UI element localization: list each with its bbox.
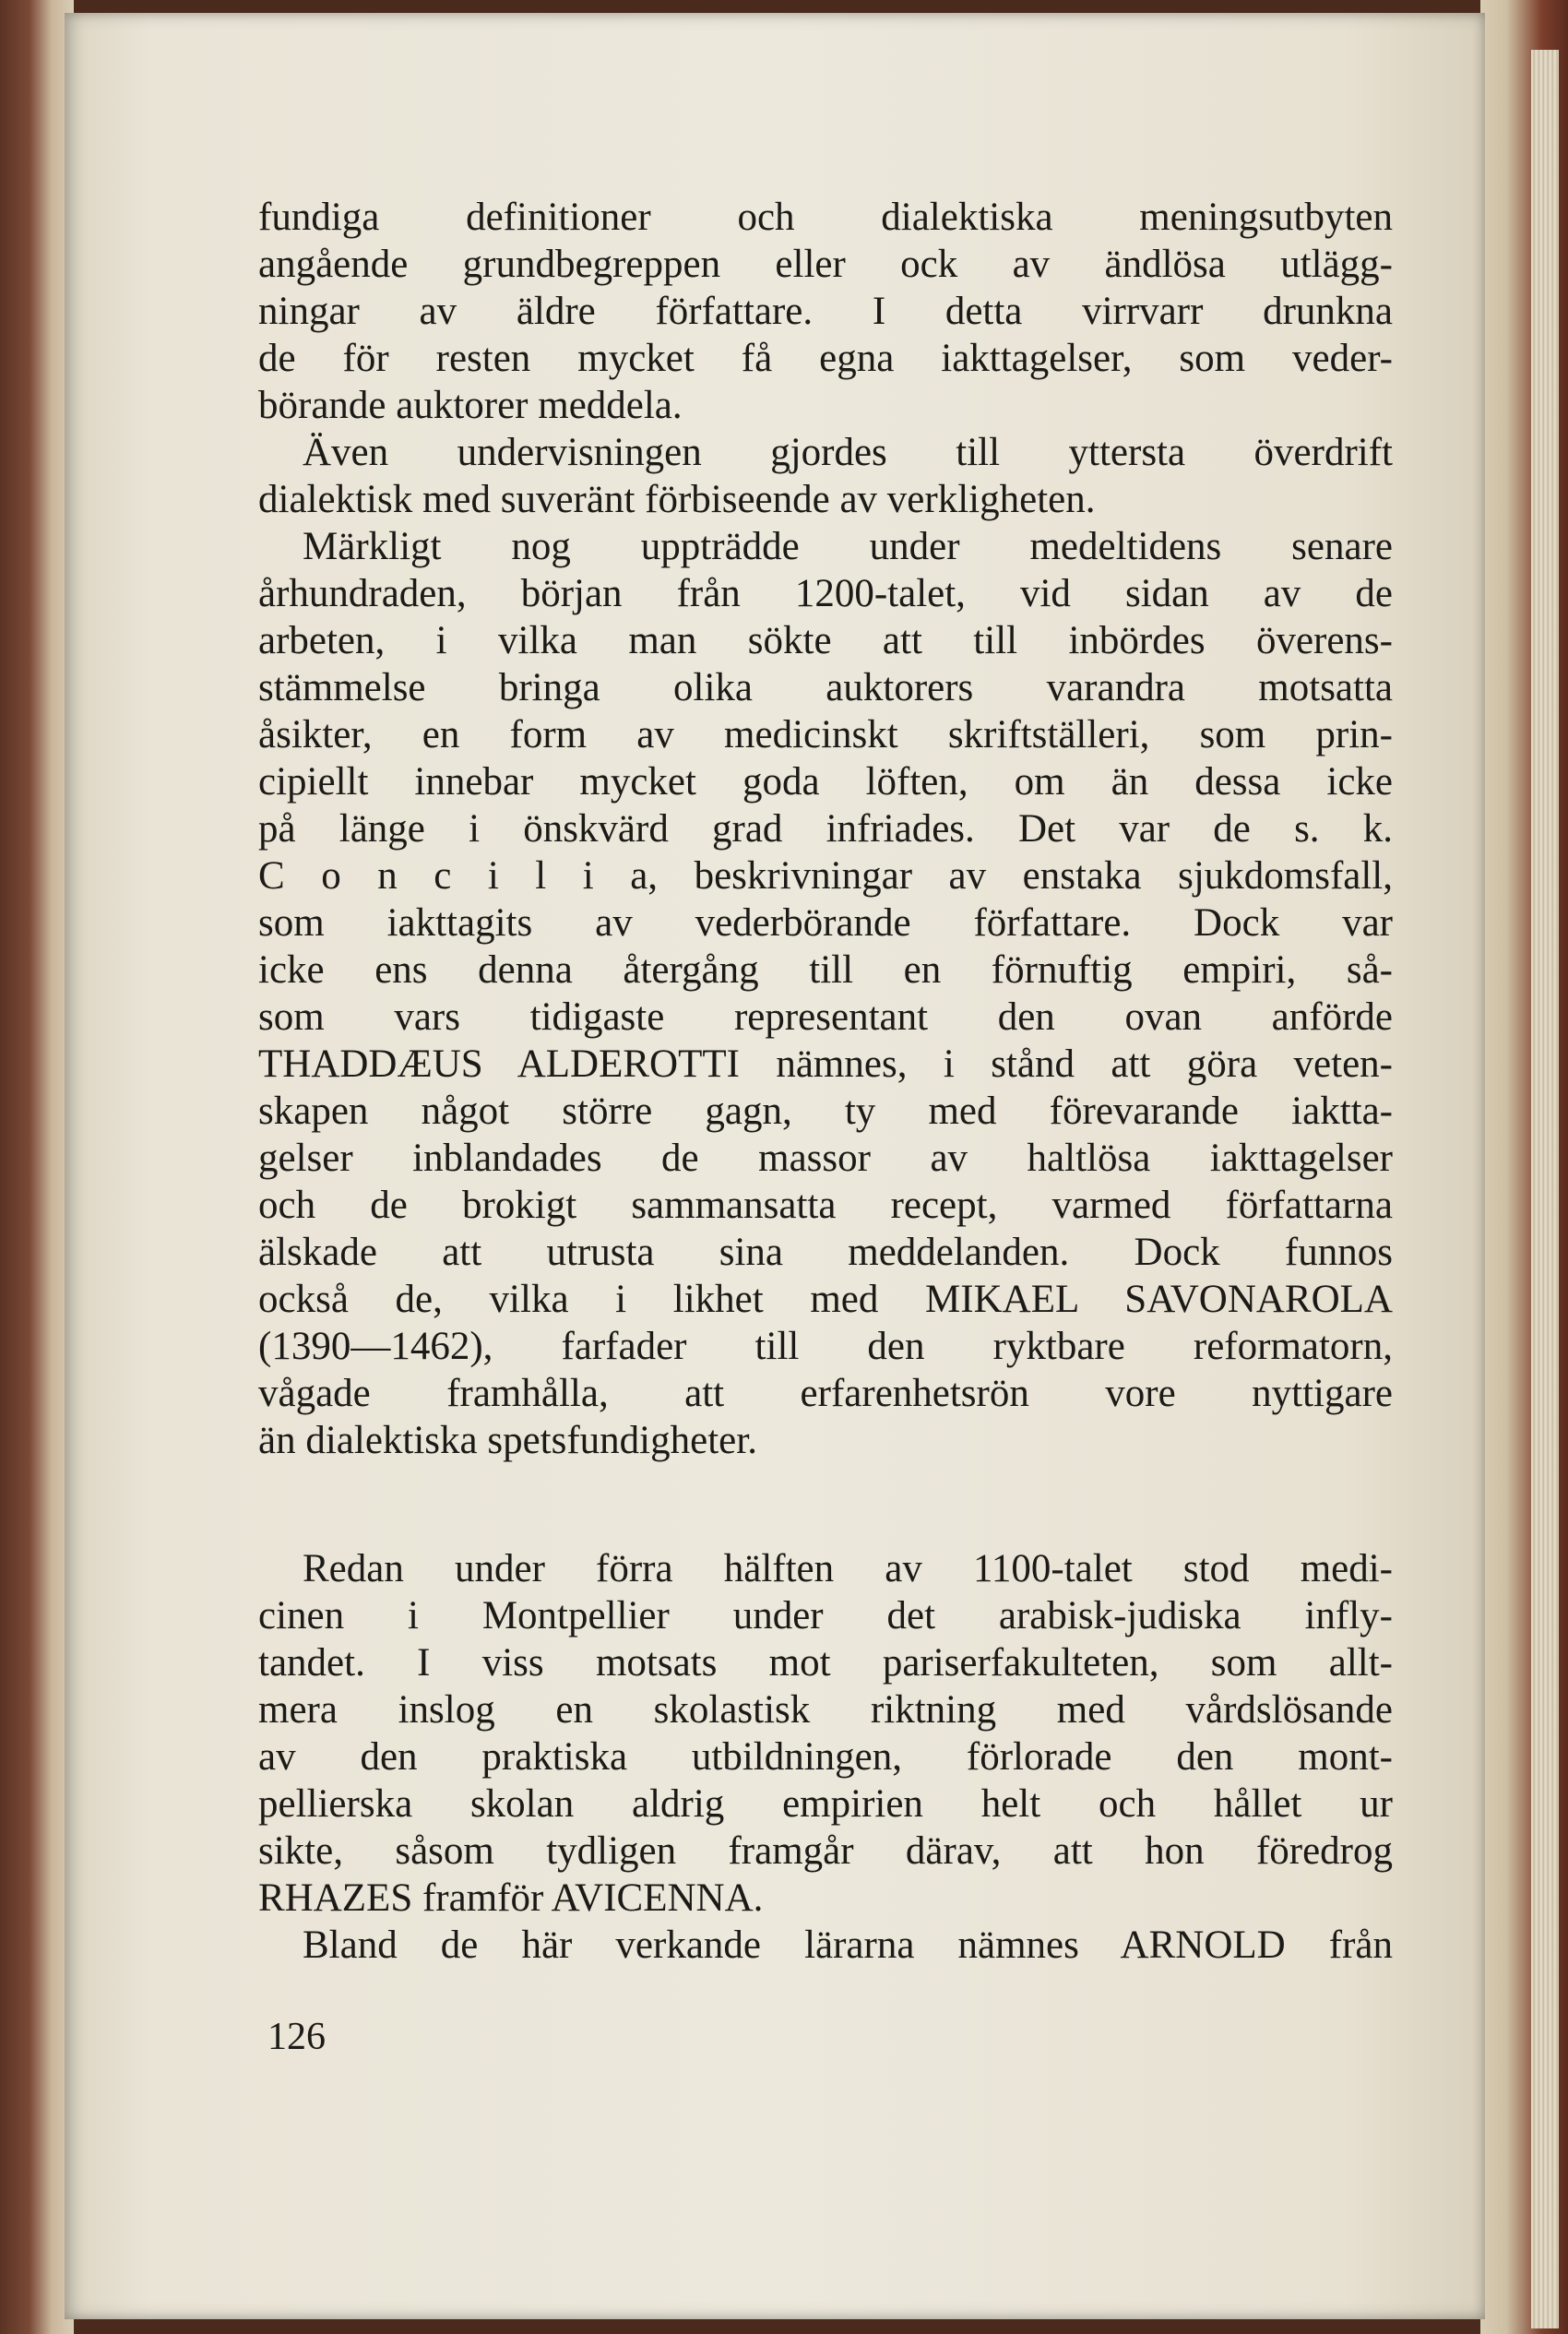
text-line: mera inslog en skolastisk riktning med vårdslösande [258,1688,1393,1732]
text-line: C o n c i l i a, beskrivningar av enstaka sjukdomsfall, [258,854,1393,898]
text-line: RHAZES framför AVICENNA. [258,1876,764,1920]
text-line: århundraden, början från 1200-talet, vid sidan av de [258,572,1393,615]
text-line: Bland de här verkande lärarna nämnes ARNOLD från [303,1923,1393,1967]
text-line: som iakttagits av vederbörande författare. Dock var [258,901,1393,945]
book-cover-left-edge [0,0,74,2334]
text-line: (1390—1462), farfader till den ryktbare reformatorn, [258,1325,1393,1368]
text-line: dialektisk med suveränt förbiseende av verkligheten. [258,478,1096,521]
text-line: Redan under förra hälften av 1100-talet stod medi- [303,1547,1393,1590]
paragraph [258,1922,1393,1969]
page-stack-edge [1531,50,1559,2328]
text-line: sikte, såsom tydligen framgår därav, att hon föredrog [258,1829,1393,1873]
text-line: Även undervisningen gjordes till yttersta överdrift [303,431,1393,474]
text-line: stämmelse bringa olika auktorers varandra motsatta [258,666,1393,709]
text-line: också de, vilka i likhet med MIKAEL SAVONAROLA [258,1278,1393,1321]
text-line: icke ens denna återgång till en förnuftig empiri, så- [258,948,1393,992]
text-line: angående grundbegreppen eller ock av ändlösa utlägg- [258,243,1393,286]
text-line: de för resten mycket få egna iakttagelser, som veder- [258,337,1393,380]
text-line: vågade framhålla, att erfarenhetsrön vore nyttigare [258,1372,1393,1415]
paragraph [258,523,1393,1464]
paragraph [258,194,1393,429]
text-line: pellierska skolan aldrig empirien helt och hållet ur [258,1782,1393,1826]
text-line: åsikter, en form av medicinskt skriftställeri, som prin- [258,713,1393,756]
text-line: THADDÆUS ALDEROTTI nämnes, i stånd att göra veten- [258,1042,1393,1086]
text-line: och de brokigt sammansatta recept, varmed författarna [258,1184,1393,1227]
text-line: av den praktiska utbildningen, förlorade den mont- [258,1735,1393,1779]
page-number: 126 [267,2016,326,2058]
text-line: tandet. I viss motsats mot pariserfakulteten, som allt- [258,1641,1393,1685]
text-line: som vars tidigaste representant den ovan anförde [258,995,1393,1039]
text-line: ningar av äldre författare. I detta virrvarr drunkna [258,290,1393,333]
text-line: älskade att utrusta sina meddelanden. Dock funnos [258,1231,1393,1274]
text-line: cipiellt innebar mycket goda löften, om än dessa icke [258,760,1393,804]
text-line: fundiga definitioner och dialektiska meningsutbyten [258,196,1393,239]
page-text [258,194,1393,1969]
text-line: på länge i önskvärd grad infriades. Det var de s. k. [258,807,1393,851]
paragraph [258,429,1393,523]
paragraph [258,1545,1393,1922]
section-gap [258,1464,1393,1545]
text-line: Märkligt nog uppträdde under medeltidens senare [303,525,1393,568]
text-line: skapen något större gagn, ty med förevarande iaktta- [258,1090,1393,1133]
text-line: börande auktorer meddela. [258,384,683,427]
text-line: arbeten, i vilka man sökte att till inbördes överens- [258,619,1393,662]
text-line: än dialektiska spetsfundigheter. [258,1419,757,1462]
text-line: gelser inblandades de massor av haltlösa iakttagelser [258,1137,1393,1180]
text-line: cinen i Montpellier under det arabisk-judiska infly- [258,1594,1393,1637]
